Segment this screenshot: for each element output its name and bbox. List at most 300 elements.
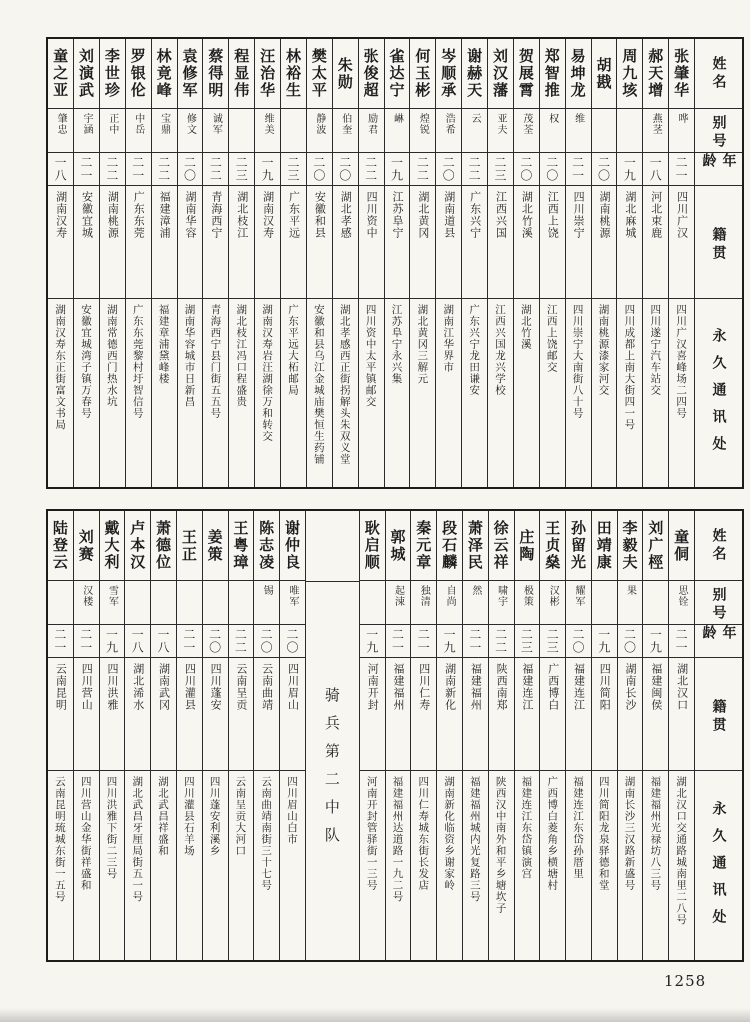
person-address: 四川灌县石羊场	[182, 776, 195, 857]
person-alias: 汉彬	[540, 581, 565, 625]
person-native-place: 湖南长沙	[618, 658, 643, 771]
person-column	[617, 511, 643, 960]
person-alias: 肇忠	[48, 109, 73, 153]
person-address: 云南呈贡大河口	[234, 776, 247, 857]
person-name: 陆登云	[48, 511, 73, 581]
person-column	[125, 39, 151, 487]
person-address: 四川成都上南大街四一号	[623, 304, 636, 431]
person-native-place: 云南昆明	[48, 658, 73, 771]
person-age: 二〇	[203, 625, 228, 658]
person-age: 二三	[229, 153, 254, 186]
person-name: 谢仲良	[280, 511, 305, 581]
person-address: 四川洪雅下街二三号	[105, 776, 118, 880]
person-address: 湖南新化临资乡谢家岭	[443, 776, 456, 891]
person-alias: 浩希	[436, 109, 461, 153]
person-address: 福建连江东岱孙厝里	[571, 776, 584, 880]
person-name: 王正	[177, 511, 202, 581]
header-native-place: 籍贯	[695, 658, 742, 771]
person-name: 陈志凌	[254, 511, 279, 581]
person-alias: 权	[540, 109, 565, 153]
person-name: 林裕生	[281, 39, 306, 109]
person-alias: 宇涵	[74, 109, 99, 153]
person-address: 湖北竹溪	[519, 304, 532, 350]
person-column	[514, 511, 540, 960]
person-name: 刘汉藩	[488, 39, 513, 109]
person-column	[73, 511, 99, 960]
person-column	[253, 511, 279, 960]
person-native-place: 云南呈贡	[229, 658, 254, 771]
person-column	[99, 511, 125, 960]
person-column	[642, 511, 668, 960]
header-alias: 别号	[695, 581, 742, 625]
person-age: 二〇	[514, 153, 539, 186]
person-age: 一八	[643, 153, 668, 186]
person-alias: 汉楼	[74, 581, 99, 625]
unit-label: 骑兵第二中队	[322, 687, 341, 855]
person-name: 耿启顺	[360, 511, 385, 581]
person-column	[280, 39, 306, 487]
person-address: 广东兴宁龙田谦安	[468, 304, 481, 396]
person-address: 青海西宁县门街五五号	[209, 304, 222, 419]
person-name: 郑智推	[540, 39, 565, 109]
person-name: 张俊超	[359, 39, 384, 109]
person-name: 汪治华	[255, 39, 280, 109]
person-alias	[48, 581, 73, 625]
person-name: 郝天增	[643, 39, 668, 109]
person-address: 安徽宜城湾子镇万春号	[79, 304, 92, 419]
person-name: 李毅夫	[618, 511, 643, 581]
person-alias	[360, 581, 385, 625]
person-column	[202, 511, 228, 960]
person-age: 一九	[360, 625, 385, 658]
person-column	[151, 39, 177, 487]
person-alias: 独清	[411, 581, 436, 625]
person-column	[150, 511, 176, 960]
person-age: 二〇	[592, 153, 617, 186]
person-native-place: 湖南道县	[436, 186, 461, 299]
person-address: 江西兴国龙兴学校	[493, 304, 506, 396]
person-alias: 维美	[255, 109, 280, 153]
person-alias: 伯奎	[333, 109, 358, 153]
person-age: 二〇	[178, 153, 203, 186]
person-alias: 哗	[669, 109, 694, 153]
header-age: 年龄	[695, 153, 742, 186]
person-name: 田靖康	[592, 511, 617, 581]
person-name: 卢本汉	[125, 511, 150, 581]
person-alias: 崊	[385, 109, 410, 153]
person-age: 二二	[203, 153, 228, 186]
person-address: 江苏阜宁永兴集	[390, 304, 403, 385]
person-column	[384, 39, 410, 487]
person-name: 罗银伦	[126, 39, 151, 109]
person-age: 二一	[566, 153, 591, 186]
person-native-place: 青海西宁	[203, 186, 228, 299]
person-name: 程显伟	[229, 39, 254, 109]
person-native-place: 湖北黄冈	[410, 186, 435, 299]
person-native-place: 湖南武冈	[151, 658, 176, 771]
person-native-place: 湖北麻城	[617, 186, 642, 299]
person-column	[539, 39, 565, 487]
person-age: 一九	[385, 153, 410, 186]
person-age: 一九	[592, 625, 617, 658]
person-column	[48, 511, 73, 960]
person-alias: 中岳	[126, 109, 151, 153]
person-alias	[125, 581, 150, 625]
person-name: 雀达宁	[385, 39, 410, 109]
person-native-place: 四川灌县	[177, 658, 202, 771]
person-column	[668, 39, 694, 487]
person-column	[591, 511, 617, 960]
person-native-place: 四川洪雅	[100, 658, 125, 771]
person-name: 蔡得明	[203, 39, 228, 109]
person-address: 湖北枝江冯口程盛贵	[235, 304, 248, 408]
person-address: 湖南汉寿东正街富文书局	[54, 304, 67, 431]
person-name: 童侗	[669, 511, 694, 581]
person-age: 二二	[410, 153, 435, 186]
person-name: 何玉彬	[410, 39, 435, 109]
person-address: 湖北汉口交通路城南里二八号	[675, 776, 688, 926]
column-headers-top	[694, 39, 742, 487]
person-native-place: 四川眉山	[280, 658, 305, 771]
person-column	[228, 511, 254, 960]
person-alias: 煌锐	[410, 109, 435, 153]
person-column	[565, 39, 591, 487]
person-address: 福建章浦黛峰楼	[157, 304, 170, 385]
person-alias: 啸宇	[489, 581, 514, 625]
person-age: 二一	[669, 153, 694, 186]
person-column	[99, 39, 125, 487]
person-age: 二二	[462, 153, 487, 186]
person-native-place: 湖北汉口	[669, 658, 694, 771]
person-native-place: 福建连江	[566, 658, 591, 771]
person-alias	[203, 581, 228, 625]
person-alias: 修文	[178, 109, 203, 153]
person-column	[591, 39, 617, 487]
person-name: 李世珍	[100, 39, 125, 109]
person-name: 刘演武	[74, 39, 99, 109]
person-age: 二一	[669, 625, 694, 658]
person-native-place: 四川营山	[74, 658, 99, 771]
person-alias: 静波	[307, 109, 332, 153]
person-age: 一九	[437, 625, 462, 658]
person-alias	[281, 109, 306, 153]
person-native-place: 河北束鹿	[643, 186, 668, 299]
person-age: 二〇	[307, 153, 332, 186]
person-address: 湖北武昌牙厘局街五一号	[131, 776, 144, 903]
person-name: 樊太平	[307, 39, 332, 109]
person-alias: 维	[566, 109, 591, 153]
person-age: 二〇	[280, 625, 305, 658]
person-alias: 宝鼎	[152, 109, 177, 153]
person-alias: 亚夫	[488, 109, 513, 153]
person-native-place: 湖南桃源	[592, 186, 617, 299]
person-column	[359, 511, 385, 960]
person-age: 二〇	[436, 153, 461, 186]
person-native-place: 江苏阜宁	[385, 186, 410, 299]
page-number: 1258	[664, 972, 707, 990]
person-age: 一八	[151, 625, 176, 658]
header-alias: 别号	[695, 109, 742, 153]
person-native-place: 湖南新化	[437, 658, 462, 771]
person-address: 湖南常德西门热水坑	[105, 304, 118, 408]
person-name: 岑顺承	[436, 39, 461, 109]
person-age: 二二	[489, 625, 514, 658]
person-address: 广西博白菱角乡横塘村	[546, 776, 559, 891]
person-age: 二〇	[540, 153, 565, 186]
person-alias: 茂荃	[514, 109, 539, 153]
person-age: 一八	[125, 625, 150, 658]
person-alias	[643, 581, 668, 625]
header-age: 年龄	[695, 625, 742, 658]
person-age: 二二	[229, 625, 254, 658]
person-name: 郭城	[386, 511, 411, 581]
person-native-place: 福建福州	[386, 658, 411, 771]
person-native-place: 福建福州	[463, 658, 488, 771]
person-age: 二一	[74, 625, 99, 658]
person-age: 二〇	[566, 625, 591, 658]
person-age: 二一	[386, 625, 411, 658]
person-age: 一九	[643, 625, 668, 658]
person-address: 河南开封管驿街一三号	[365, 776, 378, 891]
person-native-place: 云南曲靖	[254, 658, 279, 771]
person-name: 王贞燊	[540, 511, 565, 581]
person-name: 孙留光	[566, 511, 591, 581]
person-age: 一八	[48, 153, 73, 186]
person-column	[410, 511, 436, 960]
person-name: 姜策	[203, 511, 228, 581]
person-column	[488, 511, 514, 960]
person-address: 福建福州城内光复路三号	[468, 776, 481, 903]
person-name: 王粤璋	[229, 511, 254, 581]
person-alias	[177, 581, 202, 625]
person-age: 二〇	[333, 153, 358, 186]
person-column	[487, 39, 513, 487]
column-headers-bottom	[694, 511, 742, 960]
person-column	[435, 39, 461, 487]
person-name: 刘赛	[74, 511, 99, 581]
person-native-place: 湖北孝感	[333, 186, 358, 299]
person-column	[358, 39, 384, 487]
person-native-place: 四川蓬安	[203, 658, 228, 771]
person-address: 湖南桃源漆家河交	[597, 304, 610, 396]
person-alias: 正中	[100, 109, 125, 153]
person-age: 二一	[48, 625, 73, 658]
person-age: 二一	[74, 153, 99, 186]
person-address: 湖北武昌祥盛和	[157, 776, 170, 857]
person-native-place: 广西博白	[540, 658, 565, 771]
person-native-place: 四川简阳	[592, 658, 617, 771]
person-alias: 燕茎	[643, 109, 668, 153]
person-column	[668, 511, 694, 960]
person-name: 戴大利	[100, 511, 125, 581]
person-column	[48, 39, 73, 487]
person-name: 庄陶	[515, 511, 540, 581]
person-age: 二一	[177, 625, 202, 658]
person-native-place: 陕西南郑	[489, 658, 514, 771]
person-address: 安徽和县乌江金城庙樊恒生药铺	[312, 304, 325, 465]
person-name: 童之亚	[48, 39, 73, 109]
person-name: 贺展霄	[514, 39, 539, 109]
person-age: 二三	[515, 625, 540, 658]
person-alias: 诚军	[203, 109, 228, 153]
person-name: 胡戡	[592, 39, 617, 109]
person-native-place: 广东兴宁	[462, 186, 487, 299]
person-age: 一九	[617, 153, 642, 186]
person-age: 二〇	[618, 625, 643, 658]
header-address: 永久通讯处	[710, 800, 727, 936]
person-address: 四川眉山白市	[285, 776, 298, 845]
person-column	[513, 39, 539, 487]
header-name: 姓名	[695, 39, 742, 109]
person-address: 湖北孝感西正街拐解头朱双义堂	[338, 304, 351, 465]
person-name: 萧德位	[151, 511, 176, 581]
unit-column-spacer	[306, 511, 359, 582]
person-column	[306, 39, 332, 487]
person-column	[409, 39, 435, 487]
person-age: 二二	[359, 153, 384, 186]
person-alias	[229, 109, 254, 153]
person-native-place: 广东平远	[281, 186, 306, 299]
person-column	[202, 39, 228, 487]
person-alias: 雪军	[100, 581, 125, 625]
person-address: 湖南汉寿岩汪湖徐万和转交	[261, 304, 274, 442]
person-native-place: 湖南华容	[178, 186, 203, 299]
person-column	[436, 511, 462, 960]
person-age: 一九	[100, 625, 125, 658]
person-native-place: 江西兴国	[488, 186, 513, 299]
person-address: 四川仁寿城东街长发店	[417, 776, 430, 891]
person-name: 袁修军	[178, 39, 203, 109]
person-address: 广东东莞黎村圩智信号	[131, 304, 144, 419]
person-alias: 思铨	[669, 581, 694, 625]
person-address: 云南曲靖南街三十七号	[260, 776, 273, 891]
person-address: 四川崇宁大南街八十号	[571, 304, 584, 419]
person-address: 四川蓬安利溪乡	[208, 776, 221, 857]
person-age: 二一	[463, 625, 488, 658]
person-address: 四川资中太平镇邮交	[364, 304, 377, 408]
person-age: 二〇	[254, 625, 279, 658]
person-native-place: 湖北浠水	[125, 658, 150, 771]
person-alias: 自尚	[437, 581, 462, 625]
person-age: 二一	[411, 625, 436, 658]
person-column	[228, 39, 254, 487]
person-age: 二一	[126, 153, 151, 186]
person-address: 云南昆明琉城东街一五号	[53, 776, 66, 903]
person-native-place: 安徽和县	[307, 186, 332, 299]
person-address: 江西上饶邮交	[545, 304, 558, 373]
person-alias	[592, 581, 617, 625]
person-name: 段石麟	[437, 511, 462, 581]
person-name: 易坤龙	[566, 39, 591, 109]
person-address: 陕西汉中南外和平乡塘坎子	[494, 776, 507, 914]
person-column	[565, 511, 591, 960]
person-address: 福建连江东岱镇演宫	[520, 776, 533, 880]
person-alias: 极策	[515, 581, 540, 625]
header-name: 姓名	[695, 511, 742, 581]
person-native-place: 江西上饶	[540, 186, 565, 299]
person-native-place: 福建闽侯	[643, 658, 668, 771]
person-address: 四川遂宁汽车站交	[649, 304, 662, 396]
person-alias: 然	[463, 581, 488, 625]
person-column	[385, 511, 411, 960]
person-alias: 果	[618, 581, 643, 625]
person-native-place: 四川广汉	[669, 186, 694, 299]
person-age: 一九	[255, 153, 280, 186]
person-native-place: 湖南汉寿	[255, 186, 280, 299]
person-column	[539, 511, 565, 960]
person-address: 广东平远大柘邮局	[286, 304, 299, 396]
person-native-place: 广东东莞	[126, 186, 151, 299]
header-native-place: 籍贯	[695, 186, 742, 299]
person-address: 湖北黄冈三解元	[416, 304, 429, 385]
roster-table-bottom	[46, 509, 744, 962]
person-native-place: 湖北竹溪	[514, 186, 539, 299]
person-age: 二三	[488, 153, 513, 186]
person-name: 朱勋	[333, 39, 358, 109]
person-age: 二三	[281, 153, 306, 186]
person-native-place: 湖南汉寿	[48, 186, 73, 299]
person-alias	[229, 581, 254, 625]
person-name: 周九垓	[617, 39, 642, 109]
person-age: 二三	[540, 625, 565, 658]
person-alias	[617, 109, 642, 153]
person-address: 湖南华容城市日新昌	[183, 304, 196, 408]
person-age: 二二	[152, 153, 177, 186]
person-alias: 起涑	[386, 581, 411, 625]
person-column	[279, 511, 305, 960]
header-address: 永久通讯处	[710, 328, 727, 463]
person-native-place: 四川仁寿	[411, 658, 436, 771]
person-name: 萧泽民	[463, 511, 488, 581]
person-name: 谢赫天	[462, 39, 487, 109]
person-column	[254, 39, 280, 487]
person-native-place: 福建连江	[515, 658, 540, 771]
person-name: 林竟峰	[152, 39, 177, 109]
person-alias: 励君	[359, 109, 384, 153]
person-column	[642, 39, 668, 487]
person-address: 福建福州光禄坊八三号	[649, 776, 662, 891]
person-column	[461, 39, 487, 487]
person-native-place: 湖北枝江	[229, 186, 254, 299]
person-column	[124, 511, 150, 960]
person-column	[73, 39, 99, 487]
person-name: 秦元章	[411, 511, 436, 581]
person-native-place: 四川崇宁	[566, 186, 591, 299]
person-column	[462, 511, 488, 960]
person-name: 张肇华	[669, 39, 694, 109]
person-native-place: 湖南桃源	[100, 186, 125, 299]
person-alias: 唯军	[280, 581, 305, 625]
unit-label-column	[305, 511, 359, 960]
person-alias	[592, 109, 617, 153]
person-address: 四川简阳龙泉驿德和堂	[597, 776, 610, 891]
person-address: 福建福州达道路一九二号	[391, 776, 404, 903]
person-native-place: 福建漳浦	[152, 186, 177, 299]
person-native-place: 四川资中	[359, 186, 384, 299]
person-address: 湖南长沙三汉路新盛号	[623, 776, 636, 891]
person-address: 四川营山金华街祥盛和	[79, 776, 92, 891]
person-name: 徐云祥	[489, 511, 514, 581]
person-name: 刘广桱	[643, 511, 668, 581]
person-native-place: 安徽宜城	[74, 186, 99, 299]
person-column	[616, 39, 642, 487]
person-column	[177, 39, 203, 487]
person-column	[176, 511, 202, 960]
person-alias: 耀军	[566, 581, 591, 625]
person-age: 二二	[100, 153, 125, 186]
person-address: 湖南江华界市	[442, 304, 455, 373]
person-native-place: 河南开封	[360, 658, 385, 771]
